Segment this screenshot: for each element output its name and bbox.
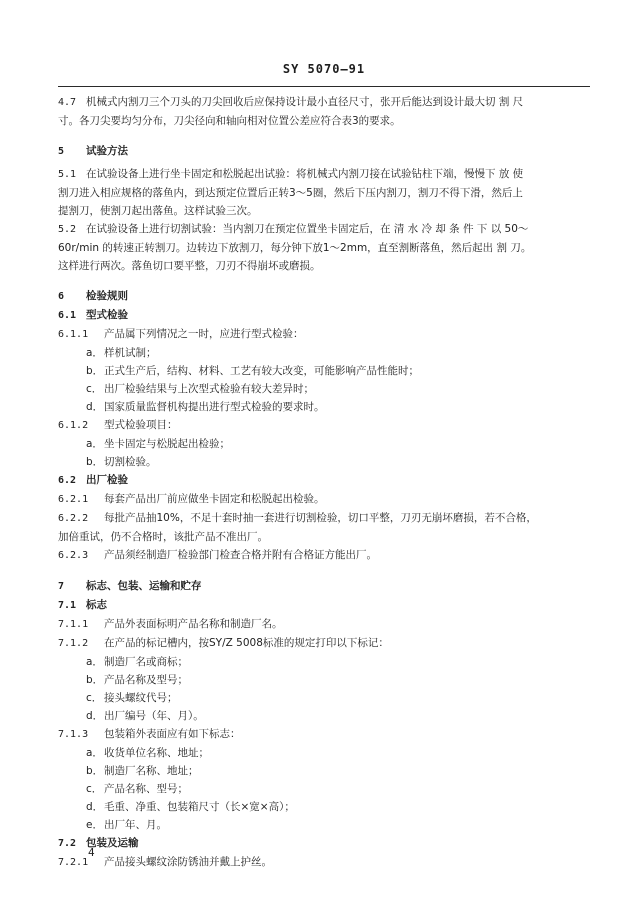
clause-text: 产品接头螺纹涂防锈油并戴上护丝。: [104, 856, 272, 868]
subsection-title: 包装及运输: [86, 837, 139, 849]
clause-text: 产品属下列情况之一时，应进行型式检验：: [104, 328, 304, 340]
subsection-6-2-heading: [58, 471, 590, 490]
clause-7-1-1: [58, 615, 590, 634]
clause-number: 6.2.1: [58, 494, 89, 505]
subsection-title: 出厂检验: [86, 474, 128, 486]
section-6-heading: [58, 287, 590, 306]
list-item: a．坐卡固定与松脱起出检验；: [86, 438, 230, 450]
list-item: e．出厂年、月。: [86, 819, 167, 831]
list-item: b．制造厂名称、地址；: [86, 765, 199, 777]
clause-7-1-2: [58, 634, 590, 653]
clause-number: 5.1: [58, 169, 77, 180]
list-item: d．国家质量监督机构提出进行型式检验的要求时。: [86, 401, 325, 413]
clause-text-line: 提割刀，使割刀起出落鱼。这样试验三次。: [58, 205, 258, 217]
list-item: a．制造厂名或商标；: [86, 656, 188, 668]
section-number: 5: [58, 146, 65, 157]
clause-5-2: [58, 220, 590, 275]
list-item: b．正式生产后，结构、材料、工艺有较大改变，可能影响产品性能时；: [86, 365, 419, 377]
clause-text-line: 割刀进入相应规格的落鱼内，到达预定位置后正转3～5圈，然后下压内割刀，割刀不得下滑，然后上: [58, 187, 523, 199]
clause-number: 5.2: [58, 224, 77, 235]
list-item: a．样机试制；: [86, 347, 157, 359]
clause-text-line: 在试验设备上进行切割试验：当内割刀在预定位置坐卡固定后，在 清 水 冷 却 条 件 下 以 50～: [86, 223, 529, 235]
clause-number: 6.2.2: [58, 513, 89, 524]
subsection-number: 6.1: [58, 310, 77, 321]
subsection-6-1-heading: [58, 306, 590, 325]
section-number: 6: [58, 291, 65, 302]
standard-code-header: SY 5070—91: [282, 62, 366, 76]
clause-6-2-3: [58, 546, 590, 565]
document-body: [58, 93, 590, 872]
clause-text-line: 每批产品抽10%，不足十套时抽一套进行切割检验，切口平整，刀刃无崩坏磨损，若不合格，: [104, 512, 537, 524]
list-item: a．收货单位名称、地址；: [86, 747, 209, 759]
clause-6-2-2: [58, 509, 590, 546]
clause-number: 6.1.2: [58, 420, 89, 431]
clause-text-line: 机械式内割刀三个刀头的刀尖回收后应保持设计最小直径尺寸，张开后能达到设计最大切 割 尺: [86, 96, 524, 108]
list-item: c． 产品名称、型号；: [86, 783, 188, 795]
page-number: 4: [88, 846, 95, 859]
clause-number: 4.7: [58, 97, 77, 108]
section-7-heading: [58, 577, 590, 596]
clause-number: 6.1.1: [58, 329, 89, 340]
subsection-title: 标志: [86, 599, 107, 611]
list-item: b．切割检验。: [86, 456, 157, 468]
clause-number: 7.1.2: [58, 638, 89, 649]
clause-text: 产品外表面标明产品名称和制造厂名。: [104, 618, 283, 630]
clause-number: 7.1.3: [58, 729, 89, 740]
section-title: 检验规则: [86, 290, 128, 302]
clause-4-7: [58, 93, 590, 130]
list-item: d．毛重、净重、包装箱尺寸（长×宽×高）；: [86, 801, 295, 813]
clause-text-line: 这样进行两次。落鱼切口要平整，刀刃不得崩坏或磨损。: [58, 260, 321, 272]
header-divider: [58, 86, 590, 87]
clause-text: 在产品的标记槽内，按SY/Z 5008标准的规定打印以下标记：: [104, 637, 389, 649]
list-item: c． 出厂检验结果与上次型式检验有较大差异时；: [86, 383, 314, 395]
section-title: 标志、包装、运输和贮存: [86, 580, 202, 592]
clause-6-1-1: [58, 325, 590, 344]
clause-text-line: 每套产品出厂前应做坐卡固定和松脱起出检验。: [104, 493, 325, 505]
list-item: d．出厂编号（年、月）。: [86, 710, 204, 722]
clause-text-line: 60r/min 的转速正转割刀。边转边下放割刀，每分钟下放1～2mm，直至割断落鱼，然后起出 割 刀。: [58, 242, 532, 254]
clause-7-1-3: [58, 725, 590, 744]
subsection-number: 7.2: [58, 838, 77, 849]
subsection-number: 7.1: [58, 600, 77, 611]
clause-text-line: 寸。各刀尖要均匀分布，刀尖径向和轴向相对位置公差应符合表3的要求。: [58, 115, 401, 127]
section-number: 7: [58, 581, 65, 592]
clause-7-2-1: [58, 853, 590, 872]
clause-6-2-1: [58, 490, 590, 509]
subsection-title: 型式检验: [86, 309, 128, 321]
clause-number: 7.1.1: [58, 619, 89, 630]
subsection-7-1-heading: [58, 596, 590, 615]
clause-text-line: 产品须经制造厂检验部门检查合格并附有合格证方能出厂。: [104, 549, 377, 561]
list-item: b．产品名称及型号；: [86, 674, 188, 686]
clause-number: 7.2.1: [58, 857, 89, 868]
subsection-7-2-heading: [58, 834, 590, 853]
list-item: c． 接头螺纹代号；: [86, 692, 178, 704]
clause-6-1-2: [58, 416, 590, 435]
subsection-number: 6.2: [58, 475, 77, 486]
section-title: 试验方法: [86, 145, 128, 157]
clause-text-line: 加倍重试，仍不合格时，该批产品不准出厂。: [58, 531, 268, 543]
section-5-heading: [58, 142, 590, 161]
clause-text: 型式检验项目：: [104, 419, 178, 431]
clause-5-1: [58, 165, 590, 220]
clause-number: 6.2.3: [58, 550, 89, 561]
clause-text: 包装箱外表面应有如下标志：: [104, 728, 241, 740]
clause-text-line: 在试验设备上进行坐卡固定和松脱起出试验：将机械式内割刀接在试验钻柱下端，慢慢下 放 使: [86, 168, 524, 180]
